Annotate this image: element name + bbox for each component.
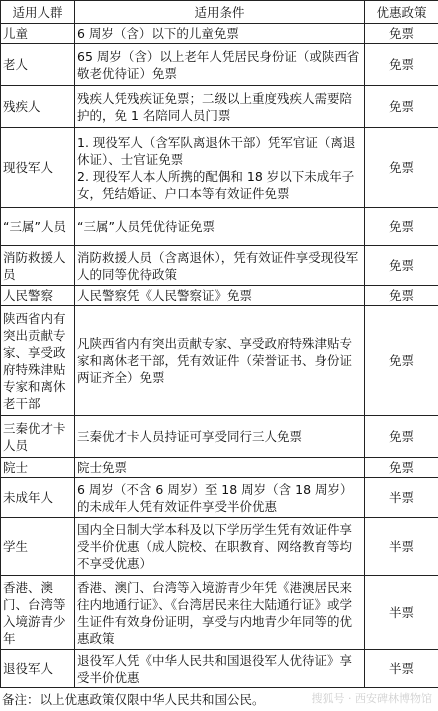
condition-cell: 退役军人凭《中华人民共和国退役军人优待证》享受半价优惠 — [75, 650, 365, 688]
table-row — [1, 86, 438, 128]
condition-cell: 65 周岁（含）以上老年人凭居民身份证（或陕西省敬老优待证）免票 — [75, 44, 365, 86]
condition-cell: 国内全日制大学本科及以下学历学生凭有效证件享受半价优惠（成人院校、在职教育、网络教育等均不享受优惠） — [75, 518, 365, 576]
policy-cell: 免票 — [365, 286, 438, 306]
table-row — [1, 518, 438, 576]
table-row — [1, 478, 438, 518]
policy-cell: 免票 — [365, 306, 438, 416]
condition-cell: 院士免票 — [75, 458, 365, 478]
table-row — [1, 458, 438, 478]
table-row — [1, 286, 438, 306]
watermark: 搜狐号 · 西安碑林博物馆 — [311, 692, 432, 705]
header-group: 适用人群 — [1, 1, 75, 24]
table-row — [1, 416, 438, 458]
group-cell: 儿童 — [1, 24, 75, 44]
table-row — [1, 306, 438, 416]
policy-cell: 免票 — [365, 458, 438, 478]
header-policy: 优惠政策 — [365, 1, 438, 24]
condition-cell: 香港、澳门、台湾等入境游青少年凭《港澳居民来往内地通行证》、《台湾居民来往大陆通行证》或学生证件有效身份证明，享受与内地青少年同等的优惠政策 — [75, 576, 365, 650]
header-row — [1, 1, 438, 24]
policy-cell: 免票 — [365, 24, 438, 44]
group-cell: 退役军人 — [1, 650, 75, 688]
condition-cell: 1. 现役军人（含军队离退休干部）凭军官证（离退休证）、士官证免票 2. 现役军人本人所携的配偶和 18 岁以下未成年子女，凭结婚证、户口本等有效证件免票 — [75, 128, 365, 208]
condition-cell: 6 周岁（含）以下的儿童免票 — [75, 24, 365, 44]
table-row — [1, 128, 438, 208]
group-cell: 陕西省内有突出贡献专家、享受政府特殊津贴专家和离休老干部 — [1, 306, 75, 416]
condition-cell: 消防救援人员（含离退休），凭有效证件享受现役军人的同等优待政策 — [75, 246, 365, 286]
policy-cell: 免票 — [365, 208, 438, 246]
group-cell: 残疾人 — [1, 86, 75, 128]
table-row — [1, 44, 438, 86]
policy-cell: 半票 — [365, 576, 438, 650]
table-row — [1, 576, 438, 650]
table-row — [1, 246, 438, 286]
group-cell: 院士 — [1, 458, 75, 478]
condition-cell: 三秦优才卡人员持证可享受同行三人免票 — [75, 416, 365, 458]
group-cell: 三秦优才卡人员 — [1, 416, 75, 458]
group-cell: 香港、澳门、台湾等入境游青少年 — [1, 576, 75, 650]
table-row — [1, 650, 438, 688]
policy-cell: 半票 — [365, 478, 438, 518]
footnote: 备注：以上优惠政策仅限中华人民共和国公民。 — [2, 692, 265, 707]
policy-cell: 免票 — [365, 86, 438, 128]
header-condition: 适用条件 — [75, 1, 365, 24]
group-cell: 未成年人 — [1, 478, 75, 518]
policy-cell: 半票 — [365, 650, 438, 688]
group-cell: “三属”人员 — [1, 208, 75, 246]
policy-cell: 免票 — [365, 128, 438, 208]
group-cell: 学生 — [1, 518, 75, 576]
condition-cell: “三属”人员凭优待证免票 — [75, 208, 365, 246]
policy-cell: 免票 — [365, 416, 438, 458]
policy-cell: 免票 — [365, 44, 438, 86]
condition-cell: 凡陕西省内有突出贡献专家、享受政府特殊津贴专家和离休老干部，凭有效证件（荣誉证书、身份证两证齐全）免票 — [75, 306, 365, 416]
policy-cell: 免票 — [365, 246, 438, 286]
group-cell: 现役军人 — [1, 128, 75, 208]
group-cell: 消防救援人员 — [1, 246, 75, 286]
table-row — [1, 208, 438, 246]
condition-cell: 人民警察凭《人民警察证》免票 — [75, 286, 365, 306]
group-cell: 老人 — [1, 44, 75, 86]
table-row — [1, 24, 438, 44]
policy-cell: 半票 — [365, 518, 438, 576]
condition-cell: 残疾人凭残疾证免票；二级以上重度残疾人需要陪护的，免 1 名陪同人员门票 — [75, 86, 365, 128]
group-cell: 人民警察 — [1, 286, 75, 306]
condition-cell: 6 周岁（不含 6 周岁）至 18 周岁（含 18 周岁）的未成年人凭有效证件享受半价优惠 — [75, 478, 365, 518]
